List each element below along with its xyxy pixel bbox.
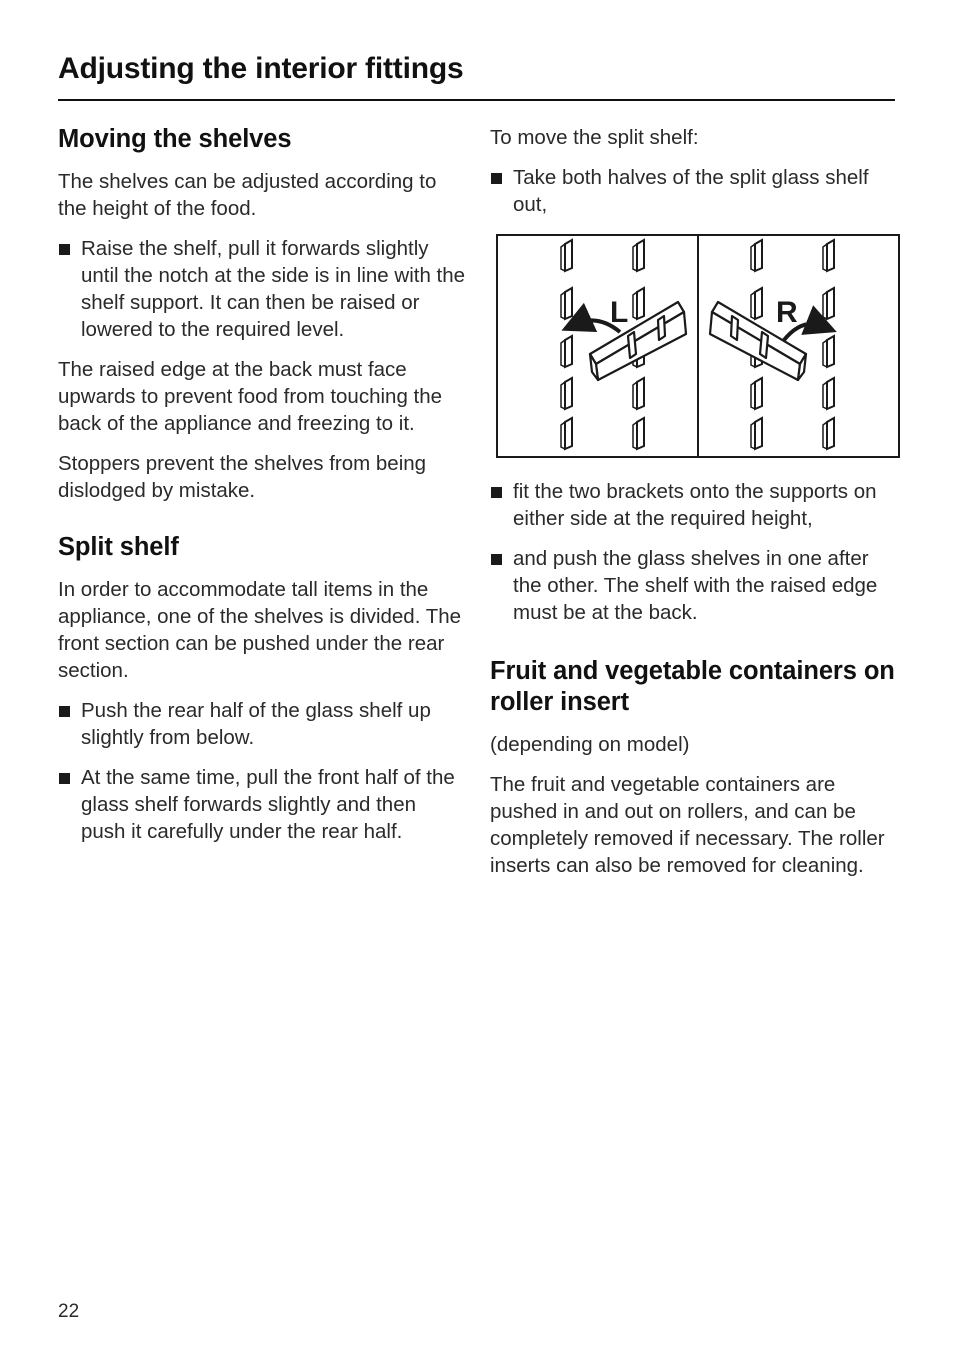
heading-fruit-containers: Fruit and vegetable containers on roller insert bbox=[490, 657, 895, 716]
moving-bullet-1 bbox=[58, 235, 466, 343]
bullet-square-icon bbox=[59, 244, 70, 255]
section-fruit-containers bbox=[490, 656, 898, 879]
page-title: Adjusting the interior fittings bbox=[58, 52, 464, 85]
bullet-square-icon bbox=[491, 173, 502, 184]
split-intro: In order to accommodate tall items in the appliance, one of the shelves is divided. The front section can be pushed under the rear section. bbox=[58, 578, 462, 682]
heading-split-shelf: Split shelf bbox=[58, 533, 179, 561]
move-split-bullet-1 bbox=[490, 164, 898, 218]
left-column bbox=[58, 124, 466, 858]
bullet-text: and push the glass shelves in one after the other. The shelf with the raised edge must be at the back. bbox=[513, 547, 878, 624]
section-split-shelf bbox=[58, 532, 466, 845]
bullet-square-icon bbox=[59, 706, 70, 717]
move-split-bullet-3 bbox=[490, 545, 898, 626]
fruit-para: The fruit and vegetable containers are pushed in and out on rollers, and can be completely removed if necessary. The roller inserts can also be removed for cleaning. bbox=[490, 773, 885, 877]
title-divider bbox=[58, 99, 895, 101]
moving-para-2: The raised edge at the back must face upwards to prevent food from touching the back of the appliance and freezing to it. bbox=[58, 358, 443, 435]
bullet-text: fit the two brackets onto the supports on either side at the required height, bbox=[513, 480, 877, 530]
heading-moving-shelves: Moving the shelves bbox=[58, 125, 292, 153]
right-column bbox=[490, 124, 898, 892]
support-column-4 bbox=[823, 240, 834, 449]
bracket-illustration bbox=[496, 234, 900, 458]
bullet-text: Push the rear half of the glass shelf up slightly from below. bbox=[81, 699, 431, 749]
bullet-text: At the same time, pull the front half of the glass shelf forwards slightly and then push it carefully under the rear half. bbox=[81, 766, 455, 843]
bullet-text: Raise the shelf, pull it forwards slightly until the notch at the side is in line with the shelf support. It can then be raised or lowered to the required level. bbox=[81, 237, 466, 341]
bullet-square-icon bbox=[491, 487, 502, 498]
bullet-text: Take both halves of the split glass shelf out, bbox=[513, 166, 869, 216]
section-move-split-shelf bbox=[490, 124, 898, 626]
bullet-square-icon bbox=[59, 773, 70, 784]
fruit-note: (depending on model) bbox=[490, 733, 690, 756]
label-l: L bbox=[610, 296, 629, 329]
move-split-bullet-2 bbox=[490, 478, 898, 532]
split-bullet-1 bbox=[58, 697, 466, 751]
section-moving-shelves bbox=[58, 124, 466, 504]
moving-intro: The shelves can be adjusted according to the height of the food. bbox=[58, 170, 437, 220]
support-column-1 bbox=[561, 240, 572, 449]
page-number: 22 bbox=[58, 1301, 80, 1322]
moving-para-3: Stoppers prevent the shelves from being dislodged by mistake. bbox=[58, 452, 427, 502]
bracket-diagram bbox=[498, 236, 898, 456]
bullet-square-icon bbox=[491, 554, 502, 565]
move-split-intro: To move the split shelf: bbox=[490, 126, 699, 149]
label-r: R bbox=[776, 296, 798, 329]
split-bullet-2 bbox=[58, 764, 466, 845]
